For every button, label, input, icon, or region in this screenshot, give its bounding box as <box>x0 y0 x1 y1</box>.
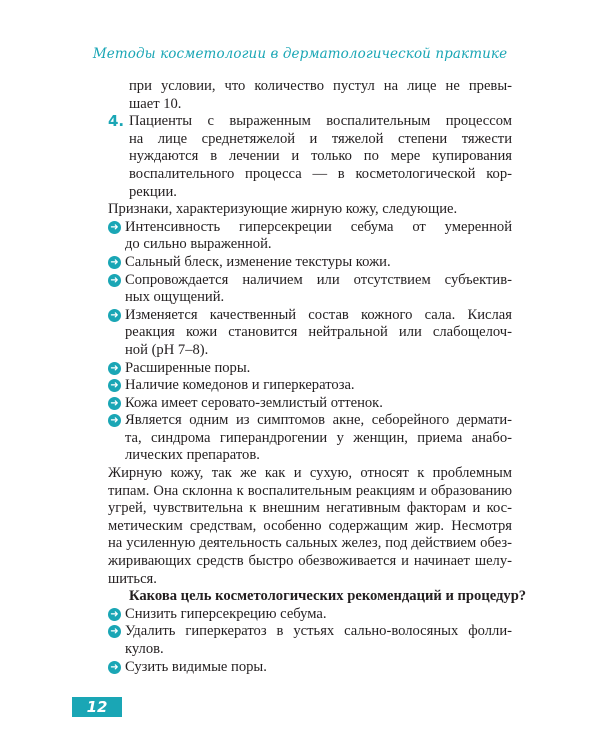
text-line: Пациенты с выраженным воспалительным процессом <box>129 113 512 130</box>
list-item <box>108 307 512 360</box>
arrow-circle-icon: ➜ <box>108 309 121 322</box>
arrow-circle-icon: ➜ <box>108 661 121 674</box>
item-number: 4. <box>108 112 125 131</box>
text-line: воспалительного процесса — в косметологической кор- <box>129 165 512 182</box>
signs-intro: Признаки, характеризующие жирную кожу, следующие. <box>108 201 458 218</box>
text-line: угрей, чувствительна к внешним негативным факторам и кос- <box>108 500 512 517</box>
goals-list <box>108 606 512 676</box>
text-line: Кожа имеет серовато-землистый оттенок. <box>125 394 383 411</box>
arrow-circle-icon: ➜ <box>108 379 121 392</box>
text-line: кулов. <box>125 641 164 657</box>
list-item <box>108 606 512 624</box>
text-line: Удалить гиперкератоз в устьях сально-волосяных фолли- <box>125 623 512 640</box>
text-line: Расширенные поры. <box>125 359 251 376</box>
running-header: Методы косметологии в дерматологической практике <box>92 46 508 62</box>
arrow-circle-icon: ➜ <box>108 221 121 234</box>
text-line: Изменяется качественный состав кожного сала. Кислая <box>125 306 512 323</box>
arrow-circle-icon: ➜ <box>108 397 121 410</box>
text-line: Наличие комедонов и гиперкератоза. <box>125 377 355 394</box>
text-line: Сузить видимые поры. <box>125 658 267 675</box>
text-line: лических препаратов. <box>125 447 260 464</box>
text-line: Снизить гиперсекрецию себума. <box>125 605 327 622</box>
text-line: жиривающих средств быстро обезвоживается и начинает шелу- <box>108 553 512 570</box>
list-item <box>108 272 512 307</box>
text-line: Интенсивность гиперсекреции себума от умеренной <box>125 218 512 235</box>
text-line: ных ощущений. <box>125 289 225 306</box>
numbered-item-4 <box>108 113 512 201</box>
list-item <box>108 360 512 378</box>
text-line: до сильно выраженной. <box>125 236 272 253</box>
text-line: на лице среднетяжелой и тяжелой степени тяжести <box>129 130 512 147</box>
page-body <box>108 78 527 676</box>
text-line: при условии, что количество пустул на лице не превы- <box>129 78 512 94</box>
text-line: типам. Она склонна к воспалительным реакциям и образованию <box>108 482 512 499</box>
text-line: на усиленную деятельность сальных желез, под действием обез- <box>108 535 512 552</box>
arrow-circle-icon: ➜ <box>108 608 121 621</box>
text-line: ной (рН 7–8). <box>125 341 209 358</box>
text-line: Сальный блеск, изменение текстуры кожи. <box>125 253 391 270</box>
text-line: нуждаются в лечении и только по мере купирования <box>129 148 512 165</box>
list-item <box>108 219 512 254</box>
list-item <box>108 395 512 413</box>
list-item <box>108 623 512 658</box>
text-line: Является одним из симптомов акне, себорейного дермати- <box>125 412 512 429</box>
text-line: та, синдрома гиперандрогении у женщин, приема анабо- <box>125 429 512 446</box>
page-number: 12 <box>72 697 122 717</box>
text-line: реакция кожи становится нейтральной или слабощелоч- <box>125 324 512 341</box>
text-line: шиться. <box>108 570 157 587</box>
list-item <box>108 412 512 465</box>
text-line: рекции. <box>129 183 177 200</box>
arrow-circle-icon: ➜ <box>108 274 121 287</box>
arrow-circle-icon: ➜ <box>108 625 121 638</box>
text-line: метическим средствам, особенно содержащим жир. Несмотря <box>108 517 512 534</box>
arrow-circle-icon: ➜ <box>108 256 121 269</box>
text-line: Жирную кожу, так же как и сухую, относят к проблемным <box>108 465 512 482</box>
text-line: шает 10. <box>129 95 182 112</box>
text-line: Сопровождается наличием или отсутствием субъектив- <box>125 271 512 288</box>
body-paragraph <box>108 465 512 588</box>
signs-list <box>108 219 512 465</box>
list-item <box>108 254 512 272</box>
list-item <box>108 659 512 677</box>
section-question: Какова цель косметологических рекомендаций и процедур? <box>129 588 527 605</box>
list-item <box>108 377 512 395</box>
arrow-circle-icon: ➜ <box>108 362 121 375</box>
arrow-circle-icon: ➜ <box>108 414 121 427</box>
